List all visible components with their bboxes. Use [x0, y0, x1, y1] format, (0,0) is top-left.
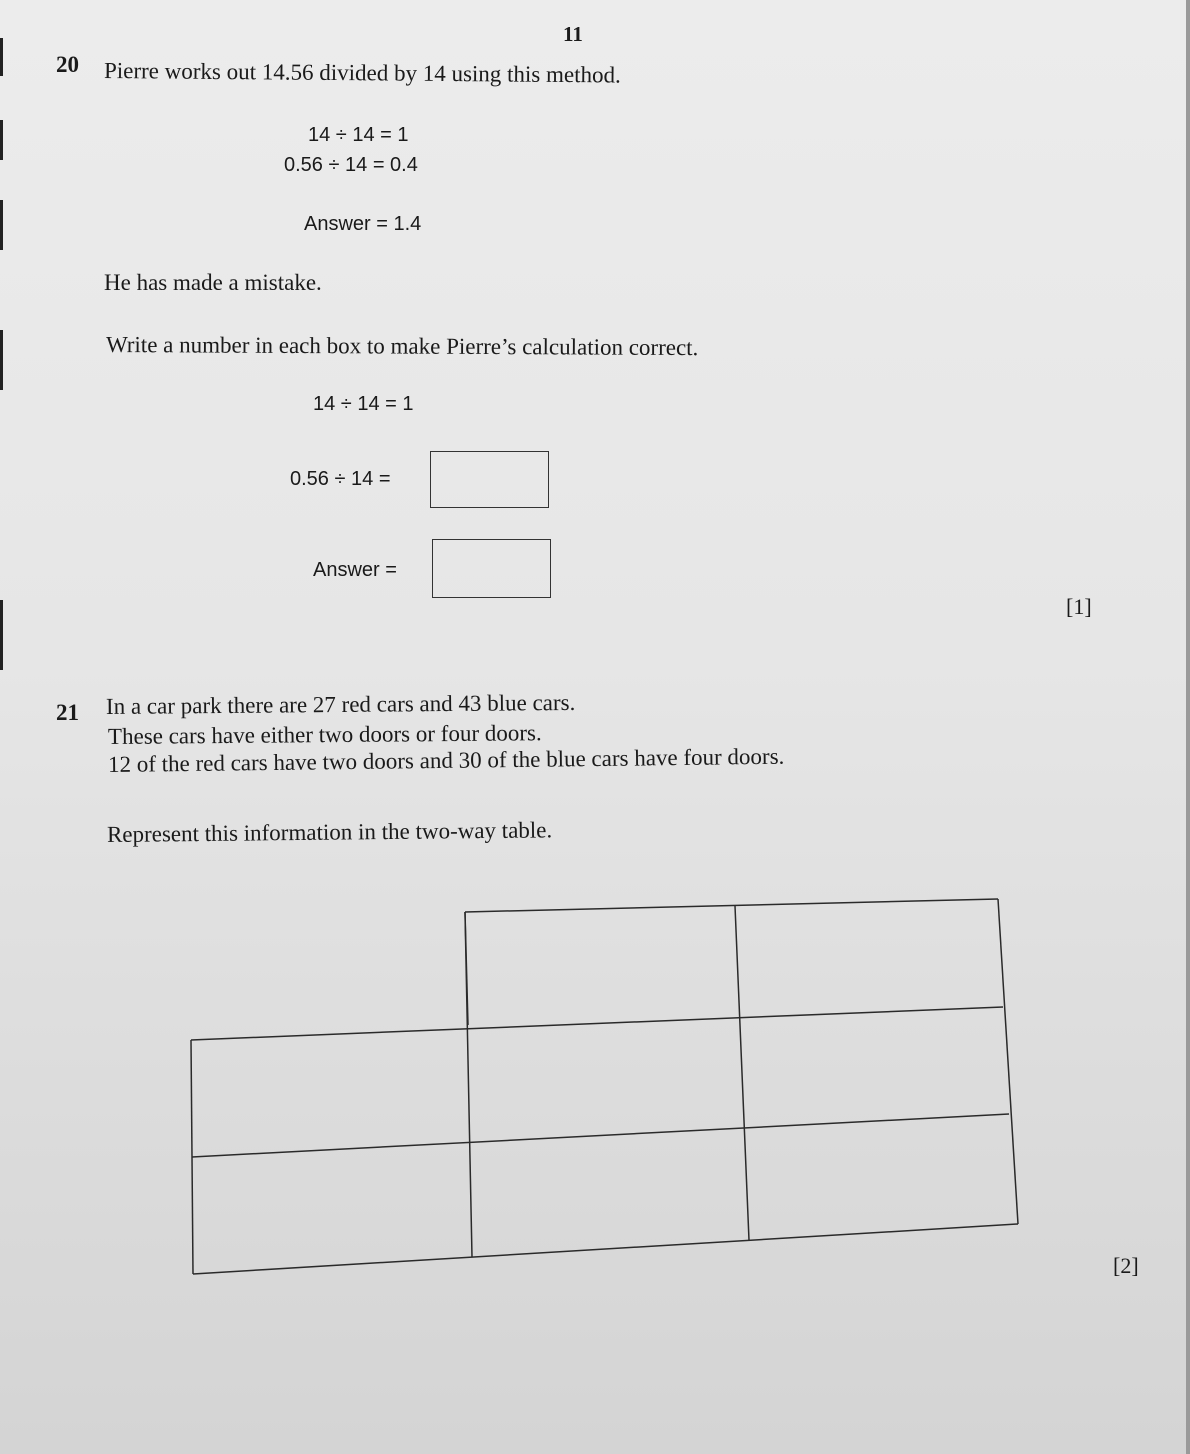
table-cell[interactable]	[746, 1115, 1017, 1240]
question-21-line-1: In a car park there are 27 red cars and 43 blue cars.	[105, 689, 576, 719]
question-20-marks: [1]	[1066, 594, 1092, 619]
question-21-line-3: 12 of the red cars have two doors and 30 of the blue cars have four doors.	[107, 743, 785, 777]
correct-line-1: 14 ÷ 14 = 1	[313, 393, 414, 415]
table-cell[interactable]	[469, 1018, 745, 1144]
question-21-instruction: Represent this information in the two-way table.	[106, 817, 553, 847]
question-21-marks: [2]	[1113, 1253, 1139, 1278]
correct-line-2-label: 0.56 ÷ 14 =	[290, 468, 391, 490]
question-20-instruction: Write a number in each box to make Pierre’s calculation correct.	[105, 332, 699, 361]
question-20-number: 20	[56, 52, 79, 77]
table-cell[interactable]	[193, 1145, 472, 1273]
table-cell[interactable]	[736, 899, 1003, 1018]
question-21-number: 21	[56, 700, 79, 725]
table-cell[interactable]	[471, 1131, 749, 1257]
answer-label: Answer =	[313, 559, 397, 581]
table-cell[interactable]	[192, 1028, 470, 1156]
question-21-line-2: These cars have either two doors or four doors.	[107, 720, 542, 749]
method-line-2: 0.56 ÷ 14 = 0.4	[284, 154, 418, 176]
table-cell[interactable]	[467, 906, 740, 1027]
mistake-statement: He has made a mistake.	[104, 270, 322, 295]
question-20-intro: Pierre works out 14.56 divided by 14 using this method.	[103, 58, 621, 88]
page-number: 11	[563, 22, 583, 46]
table-cell[interactable]	[741, 1008, 1009, 1129]
method-line-1: 14 ÷ 14 = 1	[308, 124, 409, 146]
method-answer: Answer = 1.4	[304, 213, 422, 235]
